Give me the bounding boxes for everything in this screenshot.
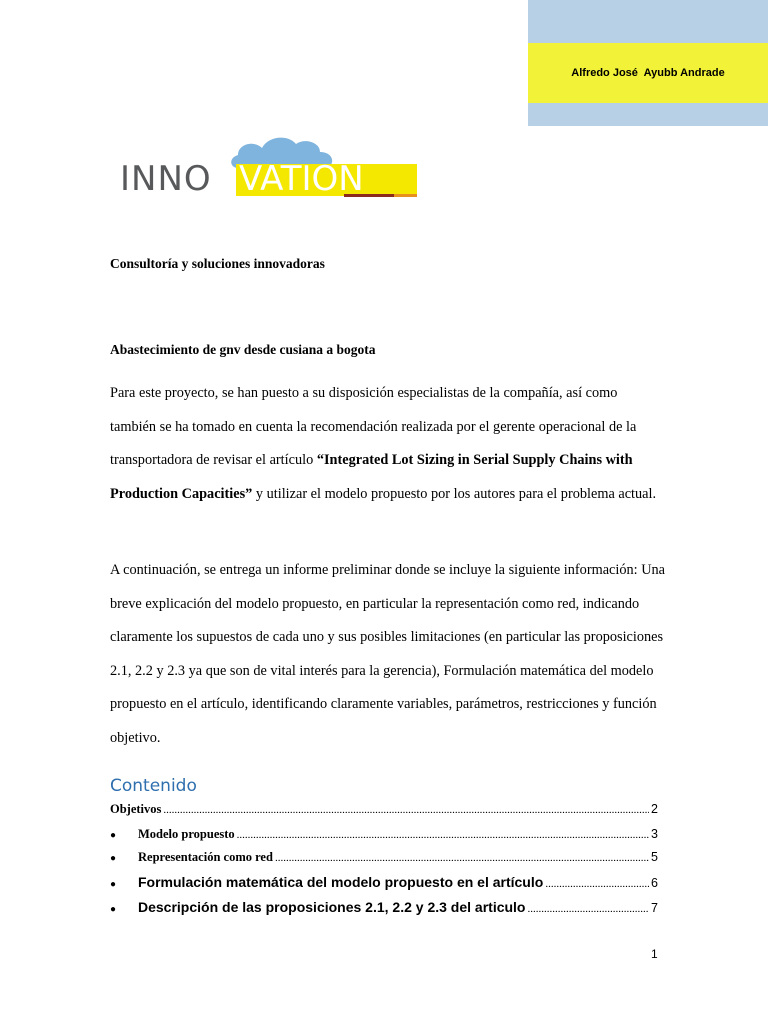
toc-entry-page: 5 bbox=[651, 850, 658, 864]
toc-dot-leader bbox=[163, 804, 649, 816]
bullet-icon: ● bbox=[110, 904, 117, 915]
page-number: 1 bbox=[651, 947, 658, 961]
toc-dot-leader bbox=[545, 878, 649, 890]
intro-text: Para este proyecto, se han puesto a su disposición especialistas de la compañía, así como también se ha tomado en cuenta la recomendación realizada por el gerente operacional de la transportadora de revisar el artículo bbox=[110, 385, 637, 468]
toc-entry-representacion-red[interactable] bbox=[110, 850, 658, 870]
intro-text-end: y utilizar el modelo propuesto por los autores para el problema actual. bbox=[252, 485, 657, 502]
report-description-paragraph bbox=[110, 554, 666, 755]
project-title: Abastecimiento de gnv desde cusiana a bogota bbox=[110, 342, 376, 357]
toc-dot-leader bbox=[237, 829, 649, 841]
toc-entry-label: Objetivos bbox=[110, 802, 162, 816]
report-description-text: A continuación, se entrega un informe preliminar donde se incluye la siguiente información: Una breve explicación del modelo propuesto, en particular la representación como red, indicando claramente los supuestos de cada uno y sus posibles limitaciones (en particular las proposiciones 2.1, 2.2 y 2.3 ya que son de vital interés para la gerencia), Formulación matemática del modelo propuesto en el artículo, identificando claramente variables, parámetros, restricciones y función objetivo. bbox=[110, 562, 666, 746]
header-band-bottom bbox=[528, 103, 768, 126]
intro-paragraph bbox=[110, 377, 666, 511]
bullet-icon: ● bbox=[110, 853, 117, 864]
innovation-logo bbox=[118, 128, 424, 204]
toc-heading: Contenido bbox=[110, 776, 197, 796]
toc-entry-label: Modelo propuesto bbox=[138, 827, 235, 841]
company-tagline: Consultoría y soluciones innovadoras bbox=[110, 256, 325, 271]
toc-dot-leader bbox=[527, 903, 649, 915]
logo-text-inno: INNO bbox=[120, 159, 212, 199]
bullet-icon: ● bbox=[110, 879, 117, 890]
toc-entry-page: 2 bbox=[651, 802, 658, 816]
toc-entry-page: 6 bbox=[651, 876, 658, 890]
header-band-top bbox=[528, 0, 768, 43]
toc-entry-modelo-propuesto[interactable] bbox=[110, 827, 658, 847]
toc-dot-leader bbox=[275, 852, 649, 864]
toc-entry-objetivos[interactable] bbox=[110, 802, 658, 822]
toc-entry-label: Descripción de las proposiciones 2.1, 2.2 y 2.3 del articulo bbox=[138, 899, 526, 915]
author-banner bbox=[528, 43, 768, 103]
toc-entry-proposiciones[interactable] bbox=[110, 899, 658, 919]
toc-entry-label: Formulación matemática del modelo propuesto en el artículo bbox=[138, 874, 544, 890]
logo-text-vation: VATION bbox=[239, 159, 364, 199]
toc-entry-page: 7 bbox=[651, 901, 658, 915]
article-title: “Integrated Lot Sizing in Serial Supply Chains with Production Capacities” bbox=[110, 452, 633, 502]
toc-entry-label: Representación como red bbox=[138, 850, 273, 864]
toc-entry-formulacion[interactable] bbox=[110, 874, 658, 894]
toc-entry-page: 3 bbox=[651, 827, 658, 841]
bullet-icon: ● bbox=[110, 830, 117, 841]
author-name: Alfredo José Ayubb Andrade bbox=[571, 67, 725, 79]
